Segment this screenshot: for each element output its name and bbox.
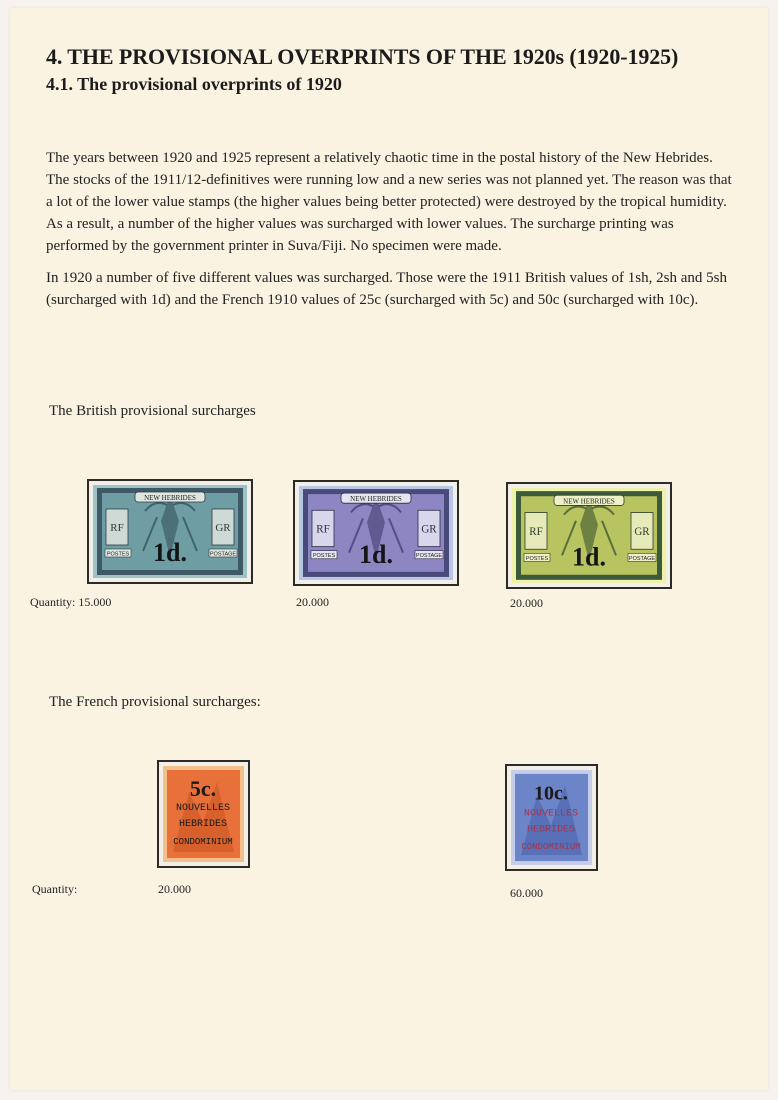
british-stamp-1-image bbox=[89, 481, 251, 582]
french-stamp-2-quantity: 60.000 bbox=[510, 886, 543, 900]
british-stamp-1-rf: RF bbox=[110, 522, 124, 534]
british-stamp-1 bbox=[87, 479, 253, 584]
british-stamp-3-image bbox=[508, 484, 670, 587]
british-stamp-1-right-panel: POSTAGE bbox=[209, 551, 237, 558]
album-page bbox=[10, 8, 768, 1090]
french-stamp-1-line1: NOUVELLES bbox=[175, 803, 231, 814]
french-heading: The French provisional surcharges: bbox=[49, 694, 261, 710]
french-stamp-2-line2: HEBRIDES bbox=[527, 823, 575, 835]
french-stamp-1 bbox=[157, 760, 250, 868]
british-stamp-3-quantity: 20.000 bbox=[510, 596, 543, 610]
section-subtitle: 4.1. The provisional overprints of 1920 bbox=[46, 74, 342, 94]
french-stamp-2 bbox=[505, 764, 598, 871]
french-stamp-2-surcharge: 10c. bbox=[534, 782, 568, 805]
british-stamp-1-left-panel: POSTES bbox=[106, 551, 130, 558]
british-stamp-2-gr: GR bbox=[421, 523, 437, 536]
french-stamp-2-image bbox=[507, 766, 596, 869]
intro-paragraph: The years between 1920 and 1925 represent a relatively chaotic time in the postal history of the New Hebrides. The stocks of the 1911/12-definitives were running low and a new series was not planned yet. The reason was that a lot of the lower value stamps (the higher values being better protected) were destroyed by the tropical humidity. As a result, a number of the higher values was surcharged with lower values. The surcharge printing was performed by the government printer in Suva/Fiji. No specimen were made. bbox=[46, 150, 732, 254]
french-stamp-1-image bbox=[159, 762, 248, 866]
british-stamp-2-rf: RF bbox=[316, 523, 330, 536]
british-stamp-2-quantity: 20.000 bbox=[296, 595, 329, 609]
british-stamp-3-rf: RF bbox=[529, 525, 543, 539]
french-stamp-2-line3: CONDOMINIUM bbox=[521, 842, 581, 853]
british-stamp-1-gr: GR bbox=[215, 522, 231, 534]
british-stamp-3-left-panel: POSTES bbox=[525, 555, 549, 562]
british-heading: The British provisional surcharges bbox=[49, 403, 256, 419]
british-stamp-2-left-panel: POSTES bbox=[312, 553, 336, 560]
british-stamp-2-image bbox=[295, 482, 457, 584]
british-stamp-2-surcharge: 1d. bbox=[359, 539, 393, 569]
french-stamp-2-line1: NOUVELLES bbox=[524, 807, 578, 819]
french-stamp-1-line2: HEBRIDES bbox=[178, 819, 228, 830]
british-stamp-3-banner: NEW HEBRIDES bbox=[563, 497, 615, 506]
french-stamp-1-line3: CONDOMINIUM bbox=[173, 837, 233, 847]
quantity-value: 15.000 bbox=[78, 595, 112, 609]
british-stamp-2-right-panel: POSTAGE bbox=[415, 553, 443, 560]
british-stamp-1-banner: NEW HEBRIDES bbox=[144, 494, 196, 502]
british-stamp-3-surcharge: 1d. bbox=[572, 542, 606, 572]
surcharge-paragraph: In 1920 a number of five different values was surcharged. Those were the 1911 British values of 1sh, 2sh and 5sh (surcharged with 1d) and the French 1910 values of 25c (surcharged with 5c) and 50c (surcharged with 10c). bbox=[46, 270, 727, 308]
french-quantity-label: Quantity: bbox=[32, 882, 78, 896]
british-stamp-3 bbox=[506, 482, 672, 589]
quantity-label: Quantity: bbox=[30, 595, 76, 609]
british-stamp-2 bbox=[293, 480, 459, 586]
british-stamp-2-banner: NEW HEBRIDES bbox=[350, 495, 402, 504]
french-stamp-1-surcharge: 5c. bbox=[189, 776, 217, 801]
british-stamp-3-right-panel: POSTAGE bbox=[628, 555, 656, 562]
british-stamp-1-quantity bbox=[30, 595, 111, 610]
french-stamp-1-quantity: 20.000 bbox=[158, 882, 191, 896]
page-title: 4. THE PROVISIONAL OVERPRINTS OF THE 1920s (1920-1925) bbox=[46, 44, 679, 69]
british-stamp-3-gr: GR bbox=[634, 525, 650, 539]
british-stamp-1-surcharge: 1d. bbox=[153, 538, 187, 567]
